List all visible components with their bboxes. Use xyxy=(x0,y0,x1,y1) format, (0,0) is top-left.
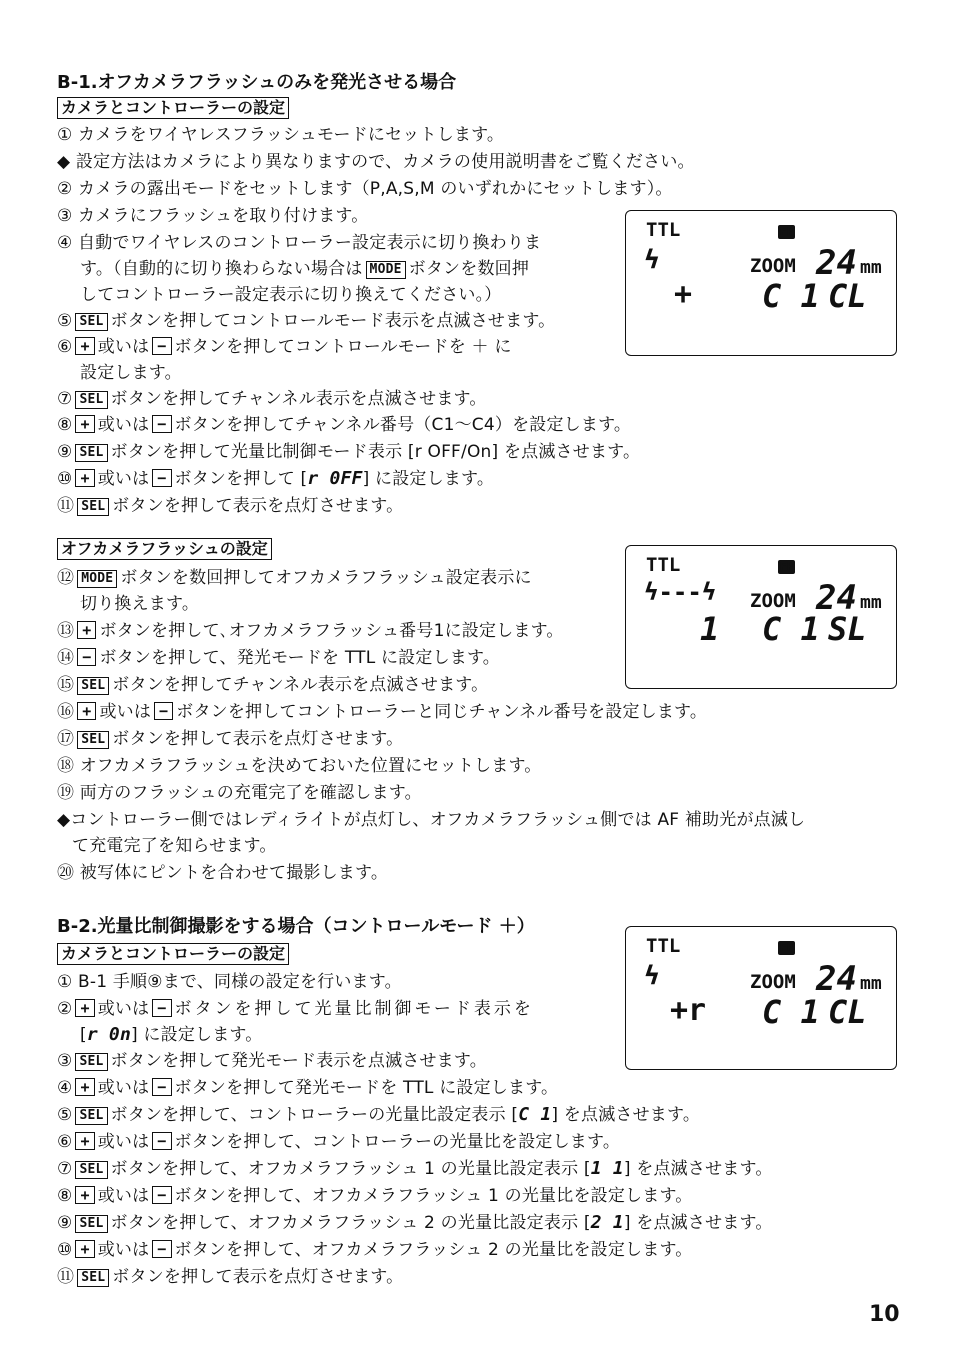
b2-step-1: ① B-1 手順⑨まで、同様の設定を行います。 xyxy=(57,972,402,992)
segment-display-text: 2 1 xyxy=(590,1212,624,1233)
step-text: 或いは xyxy=(97,1186,150,1206)
fp-icon: FP xyxy=(780,225,794,238)
sel-key-icon: SEL xyxy=(75,444,107,462)
step-5 xyxy=(57,308,555,334)
b2-step-6 xyxy=(57,1129,620,1155)
step-15 xyxy=(57,672,488,698)
step-num: ⑩ xyxy=(57,469,73,489)
lcd-channel: C 1 xyxy=(762,277,820,315)
plus-key-icon: + xyxy=(77,702,96,720)
minus-key-icon: − xyxy=(152,469,171,487)
lcd-panel-offcamera xyxy=(625,545,897,689)
step-num: ⑮ xyxy=(57,675,75,695)
step-18: ⑱ オフカメラフラッシュを決めておいた位置にセットします。 xyxy=(57,756,542,776)
minus-key-icon: − xyxy=(154,702,173,720)
step-text: ボタンを押して、発光モードを TTL に設定します。 xyxy=(99,648,501,668)
step-text: ボタンを押してコントロールモード表示を点滅させます。 xyxy=(110,311,556,331)
step-text: ボタンを押してチャンネル表示を点滅させます。 xyxy=(112,675,489,695)
subheading-off-camera: オフカメラフラッシュの設定 xyxy=(57,538,272,560)
minus-key-icon: − xyxy=(77,648,96,666)
step-12-cont: 切り換えます。 xyxy=(80,594,200,614)
plus-key-icon: + xyxy=(75,1078,94,1096)
lcd-ttl: TTL xyxy=(646,554,681,576)
plus-key-icon: + xyxy=(75,999,94,1017)
step-6 xyxy=(57,334,512,360)
lcd-zoom-label: ZOOM xyxy=(750,255,796,277)
step-num: ④ xyxy=(57,1078,73,1098)
sel-key-icon: SEL xyxy=(77,731,109,749)
lcd-role: CL xyxy=(828,993,867,1031)
flash-bolt-icon: ϟ xyxy=(644,961,660,991)
step-17 xyxy=(57,726,403,752)
step-num: ⑧ xyxy=(57,415,73,435)
lcd-control-mode: +r xyxy=(670,993,707,1028)
lcd-channel: C 1 xyxy=(762,993,820,1031)
fp-icon: FP xyxy=(780,560,794,573)
b2-step-3 xyxy=(57,1048,487,1074)
step-num: ⑪ xyxy=(57,496,75,516)
segment-display-text: r 0FF xyxy=(307,468,363,489)
lcd-flash-number: 1 xyxy=(700,610,720,648)
step-20: ⑳ 被写体にピントを合わせて撮影します。 xyxy=(57,863,389,883)
step-text: ボタンを数回押してオフカメラフラッシュ設定表示に xyxy=(120,568,532,588)
flash-bolt-icon: ϟ xyxy=(644,245,660,275)
step-14 xyxy=(57,645,500,671)
step-num: ⑫ xyxy=(57,568,75,588)
step-text: ボタンを押して、オフカメラフラッシュ 1 の光量比設定表示 [ xyxy=(110,1159,591,1179)
note-ready-light: ◆コントローラー側ではレディライトが点灯し、オフカメラフラッシュ側では AF 補助光が点滅し xyxy=(57,810,806,830)
step-text: ボタンを押してコントローラーと同じチャンネル番号を設定します。 xyxy=(176,702,708,722)
step-num: ⑩ xyxy=(57,1240,73,1260)
b2-step-4 xyxy=(57,1075,558,1101)
minus-key-icon: − xyxy=(152,337,171,355)
step-text: ボタンを押して、コントローラーの光量比設定表示 [ xyxy=(110,1105,519,1125)
step-num: ⑧ xyxy=(57,1186,73,1206)
lcd-mm: mm xyxy=(860,592,882,613)
b2-step-11 xyxy=(57,1264,403,1290)
lcd-control-mode: + xyxy=(674,277,693,312)
step-text: ] を点滅させます。 xyxy=(623,1213,773,1233)
lcd-role: CL xyxy=(828,277,867,315)
step-text: ] に設定します。 xyxy=(131,1025,263,1045)
plus-key-icon: + xyxy=(75,1186,94,1204)
step-text: 或いは xyxy=(97,1240,150,1260)
lcd-zoom-value: 24 xyxy=(816,243,857,283)
sel-key-icon: SEL xyxy=(75,391,107,409)
step-text: ボタンを押して [ xyxy=(174,469,308,489)
step-4-text-b: ボタンを数回押 xyxy=(408,259,530,279)
step-text: ] を点滅させます。 xyxy=(623,1159,773,1179)
step-text: ボタンを押して表示を点灯させます。 xyxy=(112,496,404,516)
step-text: 或いは xyxy=(97,469,150,489)
b2-step-7 xyxy=(57,1156,773,1182)
step-4-cont xyxy=(80,256,529,282)
lcd-zoom-value: 24 xyxy=(816,959,857,999)
minus-key-icon: − xyxy=(152,1078,171,1096)
note-ready-light-cont: て充電完了を知らせます。 xyxy=(72,836,277,856)
step-text: 或いは xyxy=(97,337,150,357)
step-num: ② xyxy=(57,999,73,1019)
lcd-panel-ratio xyxy=(625,926,897,1070)
step-text: ボタンを押して、コントローラーの光量比を設定します。 xyxy=(174,1132,621,1152)
step-3: ③ カメラにフラッシュを取り付けます。 xyxy=(57,206,369,226)
step-12 xyxy=(57,565,532,591)
step-text: ] に設定します。 xyxy=(362,469,495,489)
plus-key-icon: + xyxy=(75,1240,94,1258)
step-text: [ xyxy=(80,1025,87,1045)
step-num: ⑪ xyxy=(57,1267,75,1287)
step-2: ② カメラの露出モードをセットします（P,A,S,M のいずれかにセットします）。 xyxy=(57,179,673,199)
step-text: 或いは xyxy=(97,415,150,435)
step-text: ボタンを押して、オフカメラフラッシュ 2 の光量比設定表示 [ xyxy=(110,1213,591,1233)
step-6-cont: 設定します。 xyxy=(80,363,182,383)
step-num: ⑥ xyxy=(57,337,73,357)
step-num: ⑭ xyxy=(57,648,75,668)
step-num: ⑨ xyxy=(57,1213,73,1233)
lcd-zoom-label: ZOOM xyxy=(750,590,796,612)
lcd-ttl: TTL xyxy=(646,219,681,241)
step-num: ⑯ xyxy=(57,702,75,722)
step-text: ボタンを押して、オフカメラフラッシュ 2 の光量比を設定します。 xyxy=(174,1240,693,1260)
lcd-mm: mm xyxy=(860,257,882,278)
step-num: ⑥ xyxy=(57,1132,73,1152)
plus-key-icon: + xyxy=(77,621,96,639)
sel-key-icon: SEL xyxy=(75,1053,107,1071)
minus-key-icon: − xyxy=(152,1132,171,1150)
step-text: 或いは xyxy=(97,1132,150,1152)
step-1: ① カメラをワイヤレスフラッシュモードにセットします。 xyxy=(57,125,505,145)
step-text: ボタンを押して光量比制御モード表示 [r OFF/On] を点滅させます。 xyxy=(110,442,641,462)
step-7 xyxy=(57,386,487,412)
step-text: ボタンを押して表示を点灯させます。 xyxy=(112,1267,404,1287)
step-num: ③ xyxy=(57,1051,73,1071)
step-8 xyxy=(57,412,631,438)
sel-key-icon: SEL xyxy=(75,1107,107,1125)
subheading-camera-controller: カメラとコントローラーの設定 xyxy=(57,97,289,119)
plus-key-icon: + xyxy=(75,415,94,433)
lcd-panel-controller xyxy=(625,210,897,356)
segment-display-text: C 1 xyxy=(518,1104,552,1125)
step-num: ⑤ xyxy=(57,311,73,331)
step-13 xyxy=(57,618,564,644)
section-title-b1: B-1.オフカメラフラッシュのみを発光させる場合 xyxy=(57,72,457,93)
sel-key-icon: SEL xyxy=(75,1161,107,1179)
step-text: ボタンを押してチャンネル表示を点滅させます。 xyxy=(110,389,487,409)
step-text: ボタンを押して光量比制御モード表示を xyxy=(174,999,534,1019)
sel-key-icon: SEL xyxy=(77,498,109,516)
plus-key-icon: + xyxy=(75,1132,94,1150)
plus-key-icon: + xyxy=(75,469,94,487)
lcd-zoom-label: ZOOM xyxy=(750,971,796,993)
note-camera-manual: ◆ 設定方法はカメラにより異なりますので、カメラの使用説明書をご覧ください。 xyxy=(57,152,695,172)
step-9 xyxy=(57,439,640,465)
flash-wireless-icon: ϟ---ϟ xyxy=(644,578,717,606)
minus-key-icon: − xyxy=(152,1186,171,1204)
b2-step-5 xyxy=(57,1102,700,1128)
mode-key-icon: MODE xyxy=(366,261,406,279)
b2-step-8 xyxy=(57,1183,693,1209)
step-text: ] を点滅させます。 xyxy=(551,1105,701,1125)
minus-key-icon: − xyxy=(152,1240,171,1258)
step-text: ボタンを押して発光モード表示を点滅させます。 xyxy=(110,1051,487,1071)
step-4: ④ 自動でワイヤレスのコントローラー設定表示に切り換わりま xyxy=(57,233,542,253)
section-title-b2: B-2.光量比制御撮影をする場合（コントロールモード ＋） xyxy=(57,916,535,937)
step-text: 或いは xyxy=(99,702,152,722)
sel-key-icon: SEL xyxy=(77,677,109,695)
step-10 xyxy=(57,466,494,492)
step-16 xyxy=(57,699,707,725)
step-11 xyxy=(57,493,403,519)
b2-step-2 xyxy=(57,996,534,1022)
step-4-text-a: す。（自動的に切り換わらない場合は xyxy=(80,259,363,279)
step-num: ⑨ xyxy=(57,442,73,462)
step-4-cont2: してコントローラー設定表示に切り換えてください。） xyxy=(80,285,502,305)
step-text: 或いは xyxy=(97,1078,150,1098)
lcd-ttl: TTL xyxy=(646,935,681,957)
step-text: ボタンを押して発光モードを TTL に設定します。 xyxy=(174,1078,559,1098)
step-num: ⑰ xyxy=(57,729,75,749)
step-num: ⑦ xyxy=(57,389,73,409)
minus-key-icon: − xyxy=(152,999,171,1017)
step-num: ⑦ xyxy=(57,1159,73,1179)
step-text: ボタンを押してチャンネル番号（C1〜C4）を設定します。 xyxy=(174,415,632,435)
lcd-zoom-value: 24 xyxy=(816,578,857,618)
step-text: ボタンを押してコントロールモードを ＋ に xyxy=(174,337,512,357)
b2-step-10 xyxy=(57,1237,693,1263)
plus-key-icon: + xyxy=(75,337,94,355)
step-text: ボタンを押して、オフカメラフラッシュ 1 の光量比を設定します。 xyxy=(174,1186,693,1206)
segment-display-text: r 0n xyxy=(86,1024,131,1045)
fp-icon: FP xyxy=(780,941,794,954)
sel-key-icon: SEL xyxy=(77,1269,109,1287)
step-text: ボタンを押して表示を点灯させます。 xyxy=(112,729,404,749)
lcd-role: SL xyxy=(828,610,867,648)
step-num: ⑤ xyxy=(57,1105,73,1125)
step-num: ⑬ xyxy=(57,621,75,641)
step-text: ボタンを押して､オフカメラフラッシュ番号1に設定します。 xyxy=(99,621,564,641)
lcd-mm: mm xyxy=(860,973,882,994)
step-text: 或いは xyxy=(97,999,150,1019)
page-number: 10 xyxy=(869,1302,900,1327)
lcd-channel: C 1 xyxy=(762,610,820,648)
mode-key-icon: MODE xyxy=(77,570,117,588)
b2-step-9 xyxy=(57,1210,773,1236)
sel-key-icon: SEL xyxy=(75,313,107,331)
subheading-camera-controller-b2: カメラとコントローラーの設定 xyxy=(57,943,289,965)
b2-step-2-cont xyxy=(80,1022,262,1048)
minus-key-icon: − xyxy=(152,415,171,433)
step-19: ⑲ 両方のフラッシュの充電完了を確認します。 xyxy=(57,783,422,803)
sel-key-icon: SEL xyxy=(75,1215,107,1233)
segment-display-text: 1 1 xyxy=(590,1158,624,1179)
